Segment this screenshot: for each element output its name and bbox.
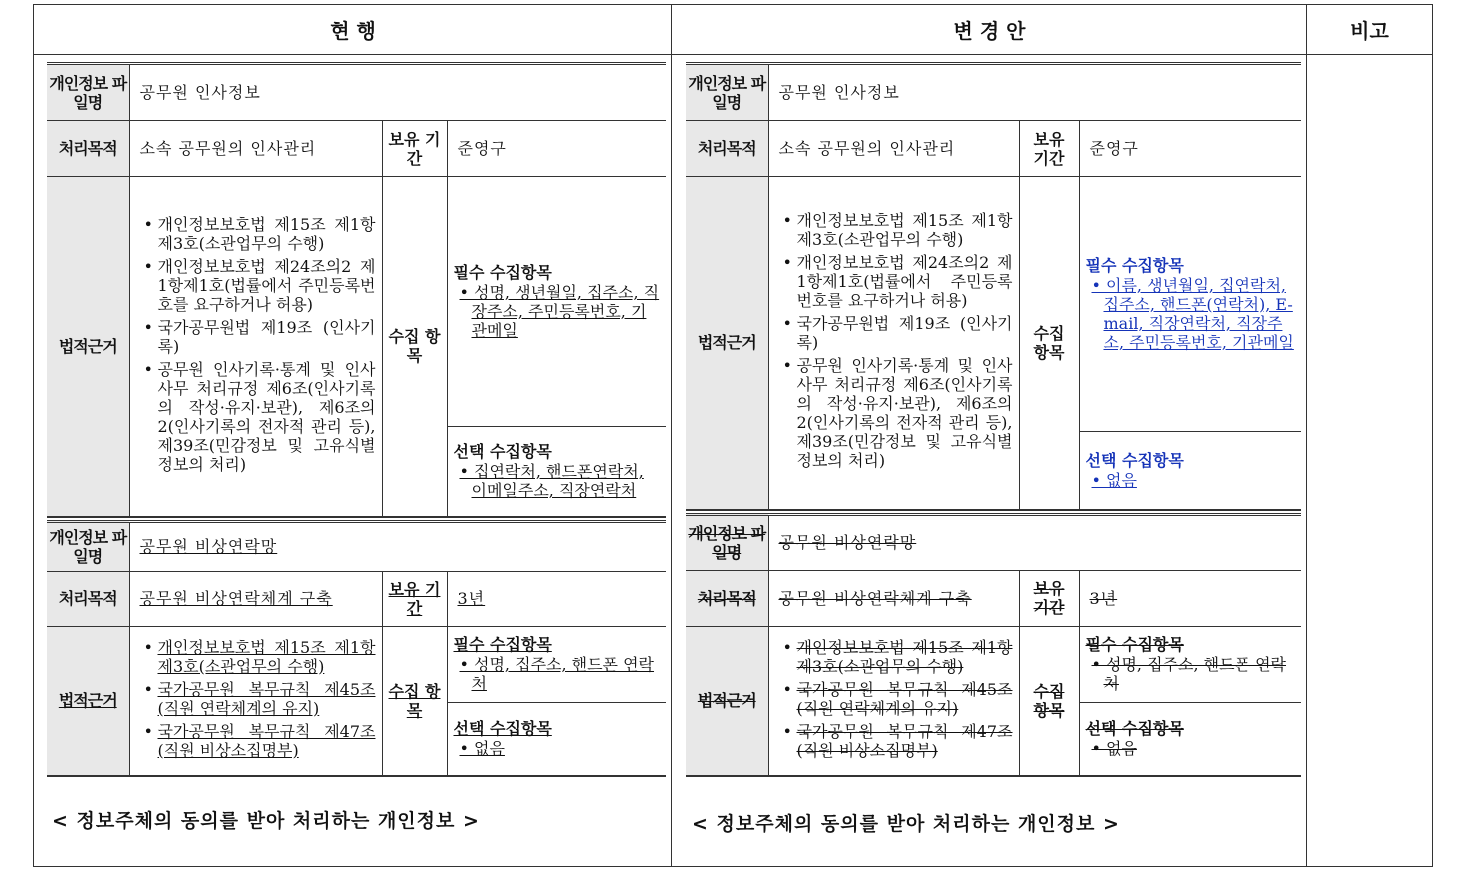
purpose-label: 처리목적 bbox=[47, 121, 129, 177]
collect-items-label: 수집 항목 bbox=[382, 626, 447, 776]
legal-basis-item: • 개인정보보호법 제15조 제1항제3호(소관업무의 수행) bbox=[797, 211, 1013, 249]
legal-basis-label: 법적근거 bbox=[686, 626, 768, 776]
legal-basis-label: 법적근거 bbox=[686, 177, 768, 510]
column-divider bbox=[1306, 5, 1307, 866]
legal-basis-item: • 국가공무원 복무규칙 제45조 (직원 연락체계의 유지) bbox=[797, 680, 1013, 718]
required-items: • 성명, 생년월일, 집주소, 직장주소, 주민등록번호, 기관메일 bbox=[459, 283, 660, 340]
proposed-file1-card bbox=[686, 62, 1301, 511]
proposed-file2-card-deleted bbox=[686, 513, 1301, 778]
optional-items-cell bbox=[447, 427, 666, 517]
file-name-value: 공무원 인사정보 bbox=[768, 64, 1301, 121]
required-items-cell bbox=[1079, 177, 1301, 432]
required-items: • 이름, 생년월일, 집연락처, 집주소, 핸드폰(연락처), E-mail, 직장연락처, 직장주소, 주민등록번호, 기관메일 bbox=[1091, 276, 1294, 352]
column-divider bbox=[671, 5, 672, 866]
proposed-footer: < 정보주체의 동의를 받아 처리하는 개인정보 > bbox=[692, 813, 1120, 835]
required-items: • 성명, 집주소, 핸드폰 연락처 bbox=[459, 655, 655, 693]
legal-basis-item: • 개인정보보호법 제15조 제1항제3호(소관업무의 수행) bbox=[158, 638, 376, 676]
comparison-table bbox=[33, 4, 1433, 867]
legal-basis-item: • 개인정보보호법 제15조 제1항제3호(소관업무의 수행) bbox=[797, 638, 1013, 676]
optional-title: 선택 수집항목 bbox=[1085, 450, 1184, 470]
collect-items-label: 수집 항목 bbox=[1019, 177, 1079, 510]
file-name-label: 개인정보 파일명 bbox=[47, 64, 129, 121]
legal-basis-item: • 개인정보보호법 제24조의2 제1항제1호(법률에서 주민등록번호를 요구하거나 허용) bbox=[797, 253, 1013, 310]
required-title: 필수 수집항목 bbox=[1085, 635, 1184, 654]
required-title: 필수 수집항목 bbox=[453, 263, 552, 282]
optional-title: 선택 수집항목 bbox=[1085, 719, 1184, 739]
legal-basis-item: • 개인정보보호법 제15조 제1항제3호(소관업무의 수행) bbox=[158, 215, 376, 253]
file-name-label: 개인정보 파일명 bbox=[686, 64, 768, 121]
current-file1-card bbox=[47, 62, 666, 518]
optional-items: • 없음 bbox=[459, 739, 505, 759]
file-name-value: 공무원 인사정보 bbox=[129, 64, 666, 121]
optional-items: • 집연락처, 핸드폰연락처, 이메일주소, 직장연락처 bbox=[459, 462, 644, 501]
legal-basis-label: 법적근거 bbox=[47, 177, 129, 517]
header-note: 비고 bbox=[1307, 5, 1432, 55]
legal-basis-list bbox=[768, 626, 1019, 776]
required-items-cell bbox=[447, 177, 666, 427]
legal-basis-item: • 국가공무원법 제19조 (인사기록) bbox=[797, 314, 1013, 352]
purpose-label: 처리목적 bbox=[686, 570, 768, 626]
purpose-value: 소속 공무원의 인사관리 bbox=[129, 121, 382, 177]
purpose-value: 공무원 비상연락체계 구축 bbox=[129, 571, 382, 626]
header-current: 현 행 bbox=[34, 5, 672, 55]
file-name-value: 공무원 비상연락망 bbox=[129, 521, 666, 571]
required-title: 필수 수집항목 bbox=[1085, 256, 1184, 275]
current-file2-card bbox=[47, 520, 666, 778]
legal-basis-item: • 국가공무원 복무규칙 제47조 (직원 비상소집명부) bbox=[797, 722, 1013, 760]
file-name-label: 개인정보 파일명 bbox=[686, 514, 768, 570]
optional-title: 선택 수집항목 bbox=[453, 442, 552, 462]
required-items: • 성명, 집주소, 핸드폰 연락처 bbox=[1091, 655, 1287, 693]
collect-items-label: 수집 항목 bbox=[1019, 626, 1079, 776]
retention-label: 보유 기간 bbox=[1019, 121, 1079, 177]
optional-title: 선택 수집항목 bbox=[453, 719, 552, 739]
legal-basis-item: • 국가공무원 복무규칙 제45조 (직원 연락체계의 유지) bbox=[158, 680, 376, 718]
current-footer: < 정보주체의 동의를 받아 처리하는 개인정보 > bbox=[52, 810, 480, 832]
purpose-value: 공무원 비상연락체계 구축 bbox=[768, 570, 1019, 626]
optional-items: • 없음 bbox=[1091, 470, 1137, 490]
required-items-cell bbox=[1079, 626, 1301, 702]
optional-items-cell bbox=[447, 702, 666, 776]
retention-value: 3년 bbox=[1079, 570, 1301, 626]
optional-items-cell bbox=[1079, 702, 1301, 776]
required-items-cell bbox=[447, 626, 666, 702]
file-name-value: 공무원 비상연락망 bbox=[768, 514, 1301, 570]
legal-basis-item: • 개인정보보호법 제24조의2 제1항제1호(법률에서 주민등록번호를 요구하거나 허용) bbox=[158, 257, 376, 314]
retention-value: 3년 bbox=[447, 571, 666, 626]
legal-basis-list bbox=[768, 177, 1019, 510]
current-panel bbox=[47, 62, 666, 777]
retention-label: 보유 기간 bbox=[382, 571, 447, 626]
legal-basis-list bbox=[129, 177, 382, 517]
legal-basis-item: • 국가공무원 복무규칙 제47조 (직원 비상소집명부) bbox=[158, 722, 376, 760]
optional-items: • 없음 bbox=[1091, 739, 1137, 759]
optional-items-cell bbox=[1079, 432, 1301, 510]
legal-basis-list bbox=[129, 626, 382, 776]
legal-basis-item: • 공무원 인사기록·통계 및 인사사무 처리규정 제6조(인사기록의 작성·유지·보관), 제6조의2(인사기록의 전자적 관리 등), 제39조(민감정보 및 고유식별정보의 처리) bbox=[797, 356, 1013, 470]
retention-label: 보유 기간 bbox=[382, 121, 447, 177]
proposed-panel bbox=[686, 62, 1301, 777]
purpose-label: 처리목적 bbox=[47, 571, 129, 626]
required-title: 필수 수집항목 bbox=[453, 635, 552, 654]
file-name-label: 개인정보 파일명 bbox=[47, 521, 129, 571]
legal-basis-label: 법적근거 bbox=[47, 626, 129, 776]
header-proposed: 변 경 안 bbox=[672, 5, 1307, 55]
legal-basis-item: • 공무원 인사기록·통계 및 인사사무 처리규정 제6조(인사기록의 작성·유지·보관), 제6조의2(인사기록의 전자적 관리 등), 제39조(민감정보 및 고유식별정보의 처리) bbox=[158, 360, 376, 474]
purpose-value: 소속 공무원의 인사관리 bbox=[768, 121, 1019, 177]
retention-label: 보유 기간 bbox=[1019, 570, 1079, 626]
purpose-label: 처리목적 bbox=[686, 121, 768, 177]
retention-value: 준영구 bbox=[447, 121, 666, 177]
collect-items-label: 수집 항목 bbox=[382, 177, 447, 517]
legal-basis-item: • 국가공무원법 제19조 (인사기록) bbox=[158, 318, 376, 356]
retention-value: 준영구 bbox=[1079, 121, 1301, 177]
